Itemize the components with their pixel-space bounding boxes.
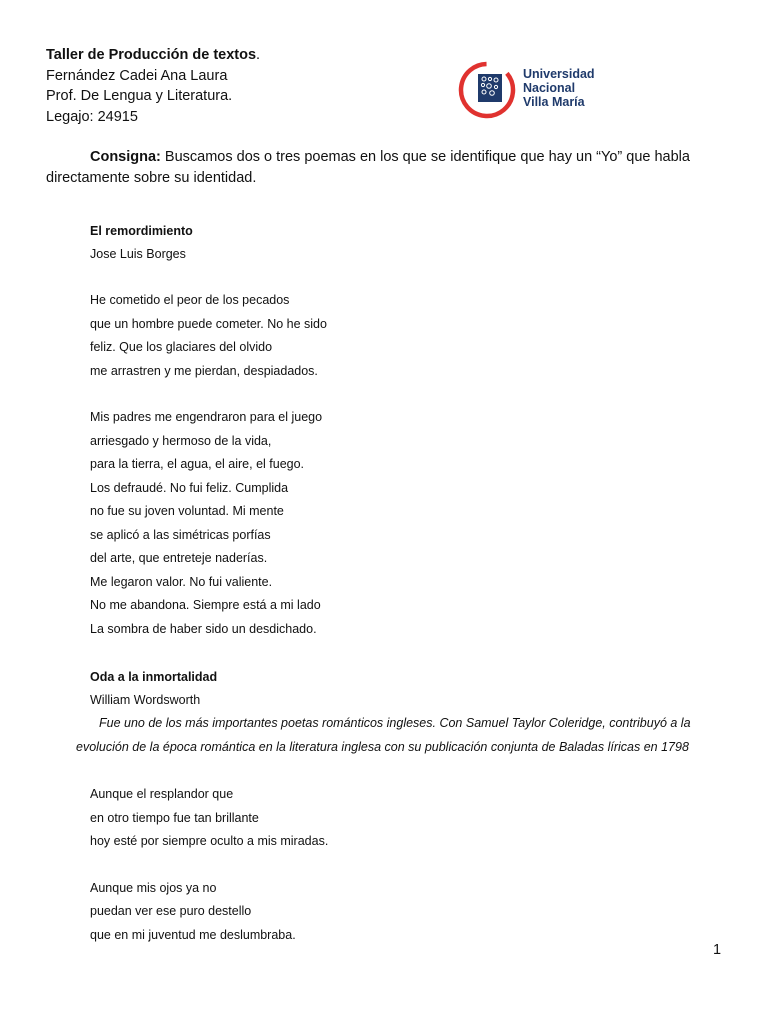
document-header [46,45,426,127]
university-logo [457,60,607,120]
course-title: Taller de Producción de textos. [46,47,261,63]
verse: feliz. Que los glaciares del olvido [90,340,273,354]
verse: hoy esté por siempre oculto a mis miradas. [90,834,329,848]
stanza [90,783,328,854]
program: Prof. De Lengua y Literatura. [46,88,233,104]
author-bio-line: Fue uno de los más importantes poetas románticos ingleses. Con Samuel Taylor Coleridge, contribuyó a la [99,716,691,730]
poem-author: William Wordsworth [90,693,201,707]
author-bio [76,711,736,759]
verse: se aplicó a las simétricas porfías [90,527,271,542]
verse: Aunque mis ojos ya no [90,880,217,895]
university-name-line3: Villa María [523,95,585,109]
poem-author: Jose Luis Borges [90,247,186,261]
poem-el-remordimiento [90,220,327,641]
stanza [90,289,327,383]
university-name [523,67,595,109]
author-bio-line: evolución de la época romántica en la literatura inglesa con su publicación conjunta de Baladas líricas en 1798 [76,740,689,754]
consigna-paragraph [46,147,726,189]
stanza [90,877,328,948]
student-name: Fernández Cadei Ana Laura [46,67,228,84]
page-number: 1 [713,942,722,958]
verse: Mis padres me engendraron para el juego [90,410,323,424]
poem-title: Oda a la inmortalidad [90,670,218,684]
verse: del arte, que entreteje naderías. [90,551,268,565]
verse: Aunque el resplandor que [90,787,234,801]
legajo: Legajo: 24915 [46,108,138,125]
verse: en otro tiempo fue tan brillante [90,810,259,825]
university-name-line2: Nacional [523,81,576,95]
verse: para la tierra, el agua, el aire, el fuego. [90,457,305,471]
verse: me arrastren y me pierdan, despiadados. [90,363,318,378]
verse: no fue su joven voluntad. Mi mente [90,504,284,518]
consigna-text: Buscamos dos o tres poemas en los que se identifique que hay un “Yo” que habla directamente sobre su identidad. [46,149,690,186]
verse: Me legaron valor. No fui valiente. [90,574,273,589]
verse: No me abandona. Siempre está a mi lado [90,598,321,612]
university-logo-icon [457,60,519,122]
verse: que en mi juventud me deslumbraba. [90,927,296,942]
poem-oda-inmortalidad [90,666,217,712]
verse: que un hombre puede cometer. No he sido [90,316,327,331]
verse: arriesgado y hermoso de la vida, [90,433,272,448]
verse: La sombra de haber sido un desdichado. [90,621,317,636]
stanza [90,406,327,641]
verse: puedan ver ese puro destello [90,904,252,918]
university-name-line1: Universidad [523,67,595,81]
poem-oda-verses [90,783,328,947]
consigna-label: Consigna: [90,149,161,165]
poem-title: El remordimiento [90,224,193,238]
verse: Los defraudé. No fui feliz. Cumplida [90,480,289,495]
verse: He cometido el peor de los pecados [90,293,290,307]
